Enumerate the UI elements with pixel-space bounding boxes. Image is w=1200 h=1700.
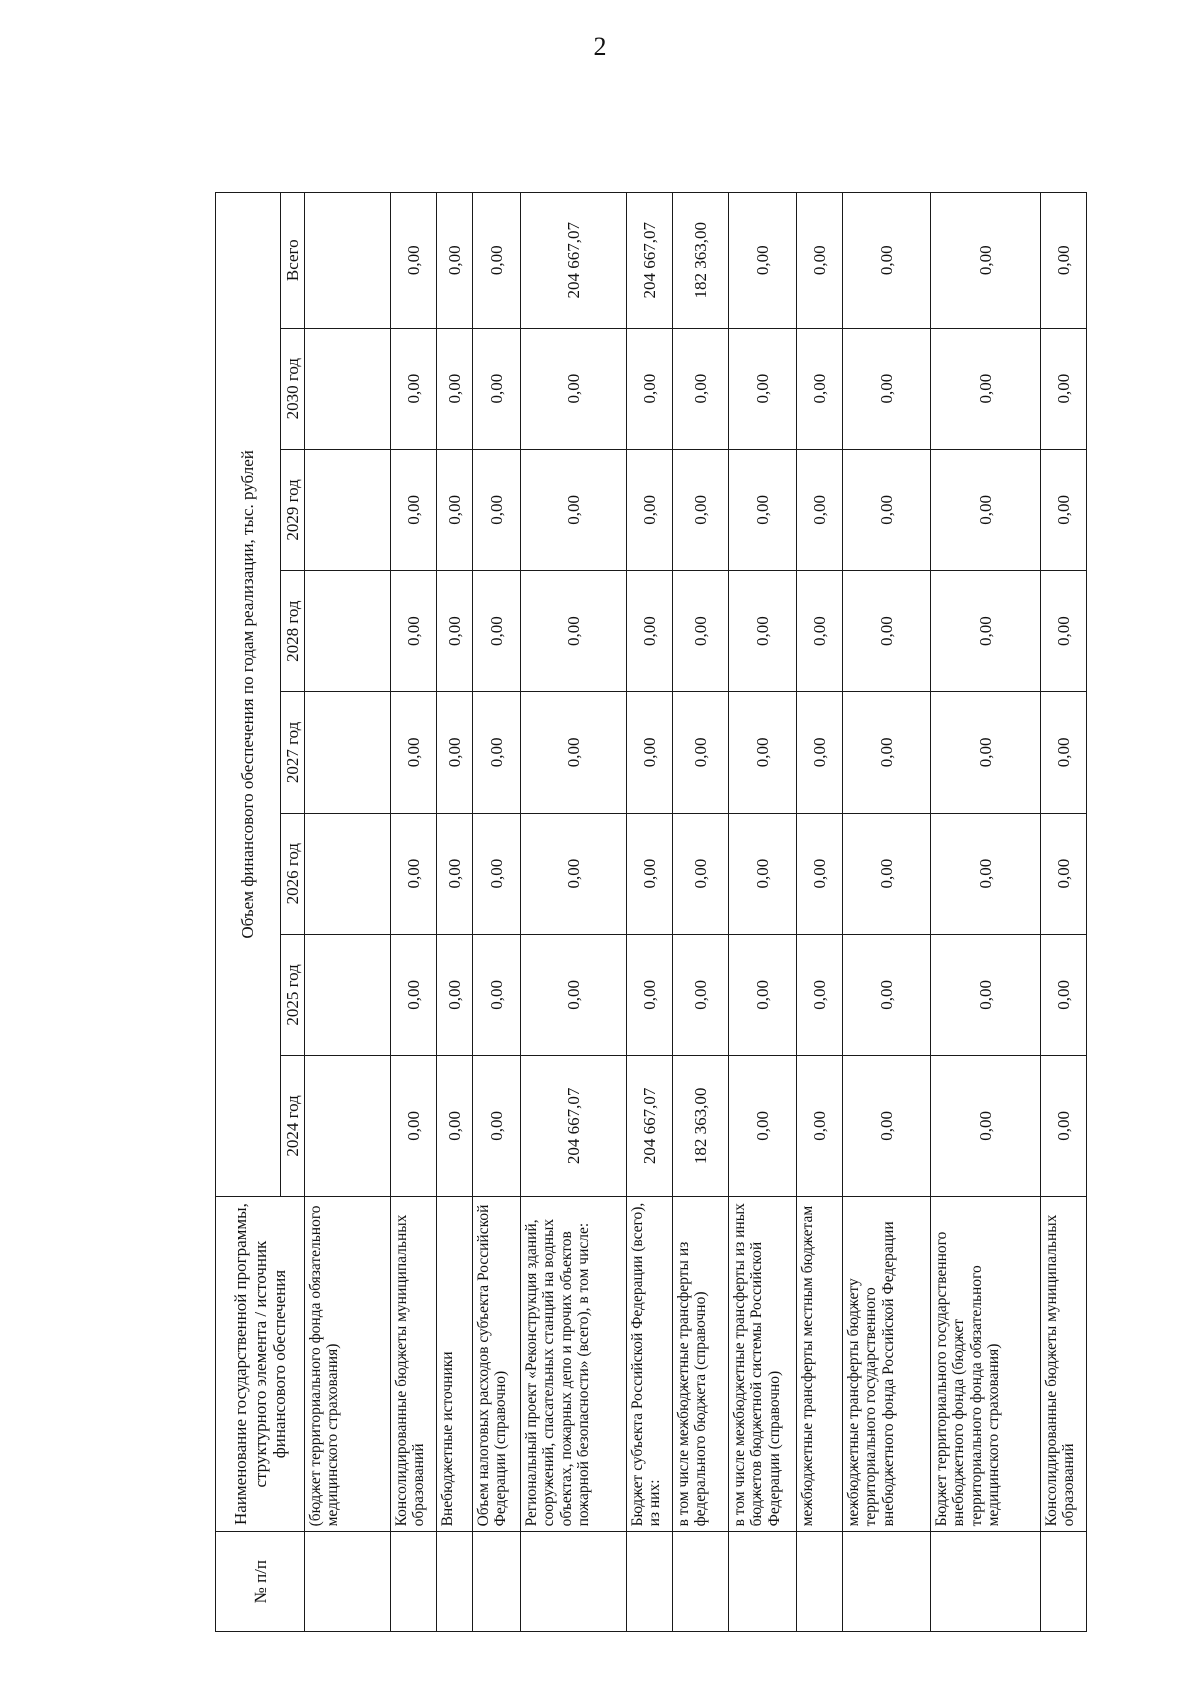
header-num: № п/п (216, 1532, 305, 1632)
total-cell: 204 667,07 (627, 193, 673, 329)
total-cell: 0,00 (473, 193, 521, 329)
row-num-cell (391, 1532, 437, 1632)
total-cell: 0,00 (931, 193, 1041, 329)
header-year: 2026 год (281, 813, 305, 934)
table-row (305, 193, 391, 1632)
row-num-cell (673, 1532, 729, 1632)
total-cell: 0,00 (437, 193, 473, 329)
table-row (729, 193, 797, 1632)
value-cell: 0,00 (437, 449, 473, 570)
value-cell: 0,00 (843, 328, 931, 449)
header-row-group (216, 193, 281, 1632)
value-cell: 0,00 (931, 1056, 1041, 1197)
value-cell: 0,00 (729, 328, 797, 449)
row-num-cell (627, 1532, 673, 1632)
row-num-cell (305, 1532, 391, 1632)
value-cell: 0,00 (437, 692, 473, 813)
row-name: Объем налоговых расходов субъекта Российской Федерации (справочно) (473, 1196, 521, 1532)
value-cell: 0,00 (521, 934, 627, 1055)
value-cell: 0,00 (843, 934, 931, 1055)
row-name: Консолидированные бюджеты муниципальных образований (1041, 1196, 1087, 1532)
value-cell: 0,00 (437, 934, 473, 1055)
value-cell: 0,00 (1041, 1056, 1087, 1197)
row-num-cell (473, 1532, 521, 1632)
value-cell: 0,00 (391, 1056, 437, 1197)
value-cell: 0,00 (729, 692, 797, 813)
table-row (521, 193, 627, 1632)
value-cell: 0,00 (391, 934, 437, 1055)
value-cell: 0,00 (1041, 328, 1087, 449)
value-cell: 0,00 (843, 692, 931, 813)
table-row (1041, 193, 1087, 1632)
value-cell: 0,00 (627, 328, 673, 449)
value-cell: 0,00 (473, 328, 521, 449)
value-cell: 0,00 (1041, 449, 1087, 570)
value-cell: 0,00 (931, 934, 1041, 1055)
value-cell: 0,00 (797, 449, 843, 570)
value-cell: 0,00 (931, 449, 1041, 570)
value-cell: 0,00 (521, 328, 627, 449)
value-cell (305, 692, 391, 813)
total-cell: 0,00 (843, 193, 931, 329)
value-cell: 0,00 (473, 813, 521, 934)
row-name: Бюджет территориального государственного внебюджетного фонда (бюджет территориального фонда обязательного медицинского страхования) (931, 1196, 1041, 1532)
value-cell: 0,00 (931, 328, 1041, 449)
value-cell: 0,00 (843, 813, 931, 934)
value-cell: 0,00 (473, 449, 521, 570)
rotated-table-container (215, 0, 1095, 1632)
table-row (391, 193, 437, 1632)
row-num-cell (931, 1532, 1041, 1632)
value-cell: 0,00 (673, 692, 729, 813)
value-cell: 0,00 (391, 328, 437, 449)
total-cell: 0,00 (391, 193, 437, 329)
value-cell: 0,00 (391, 449, 437, 570)
value-cell: 0,00 (797, 328, 843, 449)
value-cell: 0,00 (627, 692, 673, 813)
value-cell (305, 449, 391, 570)
value-cell: 0,00 (797, 813, 843, 934)
value-cell: 182 363,00 (673, 1056, 729, 1197)
value-cell: 0,00 (1041, 571, 1087, 692)
row-num-cell (843, 1532, 931, 1632)
value-cell: 0,00 (521, 813, 627, 934)
header-year: 2028 год (281, 571, 305, 692)
table-row (473, 193, 521, 1632)
row-name: в том числе межбюджетные трансферты из федерального бюджета (справочно) (673, 1196, 729, 1532)
value-cell: 0,00 (797, 571, 843, 692)
value-cell: 0,00 (843, 1056, 931, 1197)
value-cell: 0,00 (437, 571, 473, 692)
value-cell (305, 328, 391, 449)
value-cell: 204 667,07 (521, 1056, 627, 1197)
row-name: Консолидированные бюджеты муниципальных образований (391, 1196, 437, 1532)
value-cell: 0,00 (391, 692, 437, 813)
value-cell: 0,00 (843, 571, 931, 692)
header-year: 2029 год (281, 449, 305, 570)
value-cell: 0,00 (729, 571, 797, 692)
row-name: межбюджетные трансферты местным бюджетам (797, 1196, 843, 1532)
value-cell: 0,00 (521, 571, 627, 692)
total-cell: 182 363,00 (673, 193, 729, 329)
value-cell: 0,00 (1041, 813, 1087, 934)
value-cell: 204 667,07 (627, 1056, 673, 1197)
row-name: Бюджет субъекта Российской Федерации (всего), из них: (627, 1196, 673, 1532)
value-cell: 0,00 (729, 813, 797, 934)
value-cell: 0,00 (673, 449, 729, 570)
value-cell: 0,00 (521, 692, 627, 813)
value-cell: 0,00 (1041, 934, 1087, 1055)
table-row (627, 193, 673, 1632)
value-cell: 0,00 (797, 692, 843, 813)
value-cell: 0,00 (473, 571, 521, 692)
value-cell: 0,00 (729, 934, 797, 1055)
value-cell: 0,00 (673, 571, 729, 692)
header-total: Всего (281, 193, 305, 329)
table-row (843, 193, 931, 1632)
row-name: (бюджет территориального фонда обязательного медицинского страхования) (305, 1196, 391, 1532)
value-cell: 0,00 (391, 813, 437, 934)
row-num-cell (521, 1532, 627, 1632)
total-cell: 0,00 (1041, 193, 1087, 329)
value-cell: 0,00 (931, 692, 1041, 813)
value-cell (305, 571, 391, 692)
row-num-cell (1041, 1532, 1087, 1632)
value-cell: 0,00 (1041, 692, 1087, 813)
value-cell (305, 934, 391, 1055)
value-cell: 0,00 (473, 934, 521, 1055)
header-group: Объем финансового обеспечения по годам реализации, тыс. рублей (216, 193, 281, 1197)
row-name: Внебюджетные источники (437, 1196, 473, 1532)
value-cell: 0,00 (627, 449, 673, 570)
header-year: 2024 год (281, 1056, 305, 1197)
row-num-cell (729, 1532, 797, 1632)
value-cell: 0,00 (729, 1056, 797, 1197)
total-cell: 0,00 (797, 193, 843, 329)
total-cell (305, 193, 391, 329)
value-cell: 0,00 (391, 571, 437, 692)
value-cell (305, 1056, 391, 1197)
value-cell: 0,00 (673, 328, 729, 449)
table-row (437, 193, 473, 1632)
header-year: 2027 год (281, 692, 305, 813)
value-cell: 0,00 (437, 1056, 473, 1197)
value-cell: 0,00 (729, 449, 797, 570)
value-cell: 0,00 (473, 692, 521, 813)
table-row (931, 193, 1041, 1632)
header-year: 2030 год (281, 328, 305, 449)
header-name: Наименование государственной программы, структурного элемента / источник финансового обеспечения (216, 1196, 305, 1532)
value-cell: 0,00 (437, 328, 473, 449)
value-cell: 0,00 (673, 934, 729, 1055)
table-body (305, 193, 1087, 1632)
table-row (797, 193, 843, 1632)
row-name: Региональный проект «Реконструкция зданий, сооружений, спасательных станций на водных объектах, пожарных депо и прочих объектов пожарной безопасности» (всего), в том числе: (521, 1196, 627, 1532)
row-name: межбюджетные трансферты бюджету территориального государственного внебюджетного фонда Российской Федерации (843, 1196, 931, 1532)
value-cell: 0,00 (473, 1056, 521, 1197)
value-cell: 0,00 (627, 813, 673, 934)
value-cell: 0,00 (627, 571, 673, 692)
value-cell: 0,00 (673, 813, 729, 934)
page-number: 2 (593, 32, 607, 61)
value-cell: 0,00 (931, 813, 1041, 934)
value-cell: 0,00 (797, 934, 843, 1055)
row-num-cell (437, 1532, 473, 1632)
financing-table (215, 192, 1087, 1632)
row-name: в том числе межбюджетные трансферты из иных бюджетов бюджетной системы Российской Федерации (справочно) (729, 1196, 797, 1532)
value-cell: 0,00 (627, 934, 673, 1055)
total-cell: 204 667,07 (521, 193, 627, 329)
value-cell: 0,00 (931, 571, 1041, 692)
table-row (673, 193, 729, 1632)
value-cell: 0,00 (521, 449, 627, 570)
value-cell: 0,00 (437, 813, 473, 934)
header-year: 2025 год (281, 934, 305, 1055)
value-cell: 0,00 (797, 1056, 843, 1197)
total-cell: 0,00 (729, 193, 797, 329)
value-cell: 0,00 (843, 449, 931, 570)
row-num-cell (797, 1532, 843, 1632)
value-cell (305, 813, 391, 934)
